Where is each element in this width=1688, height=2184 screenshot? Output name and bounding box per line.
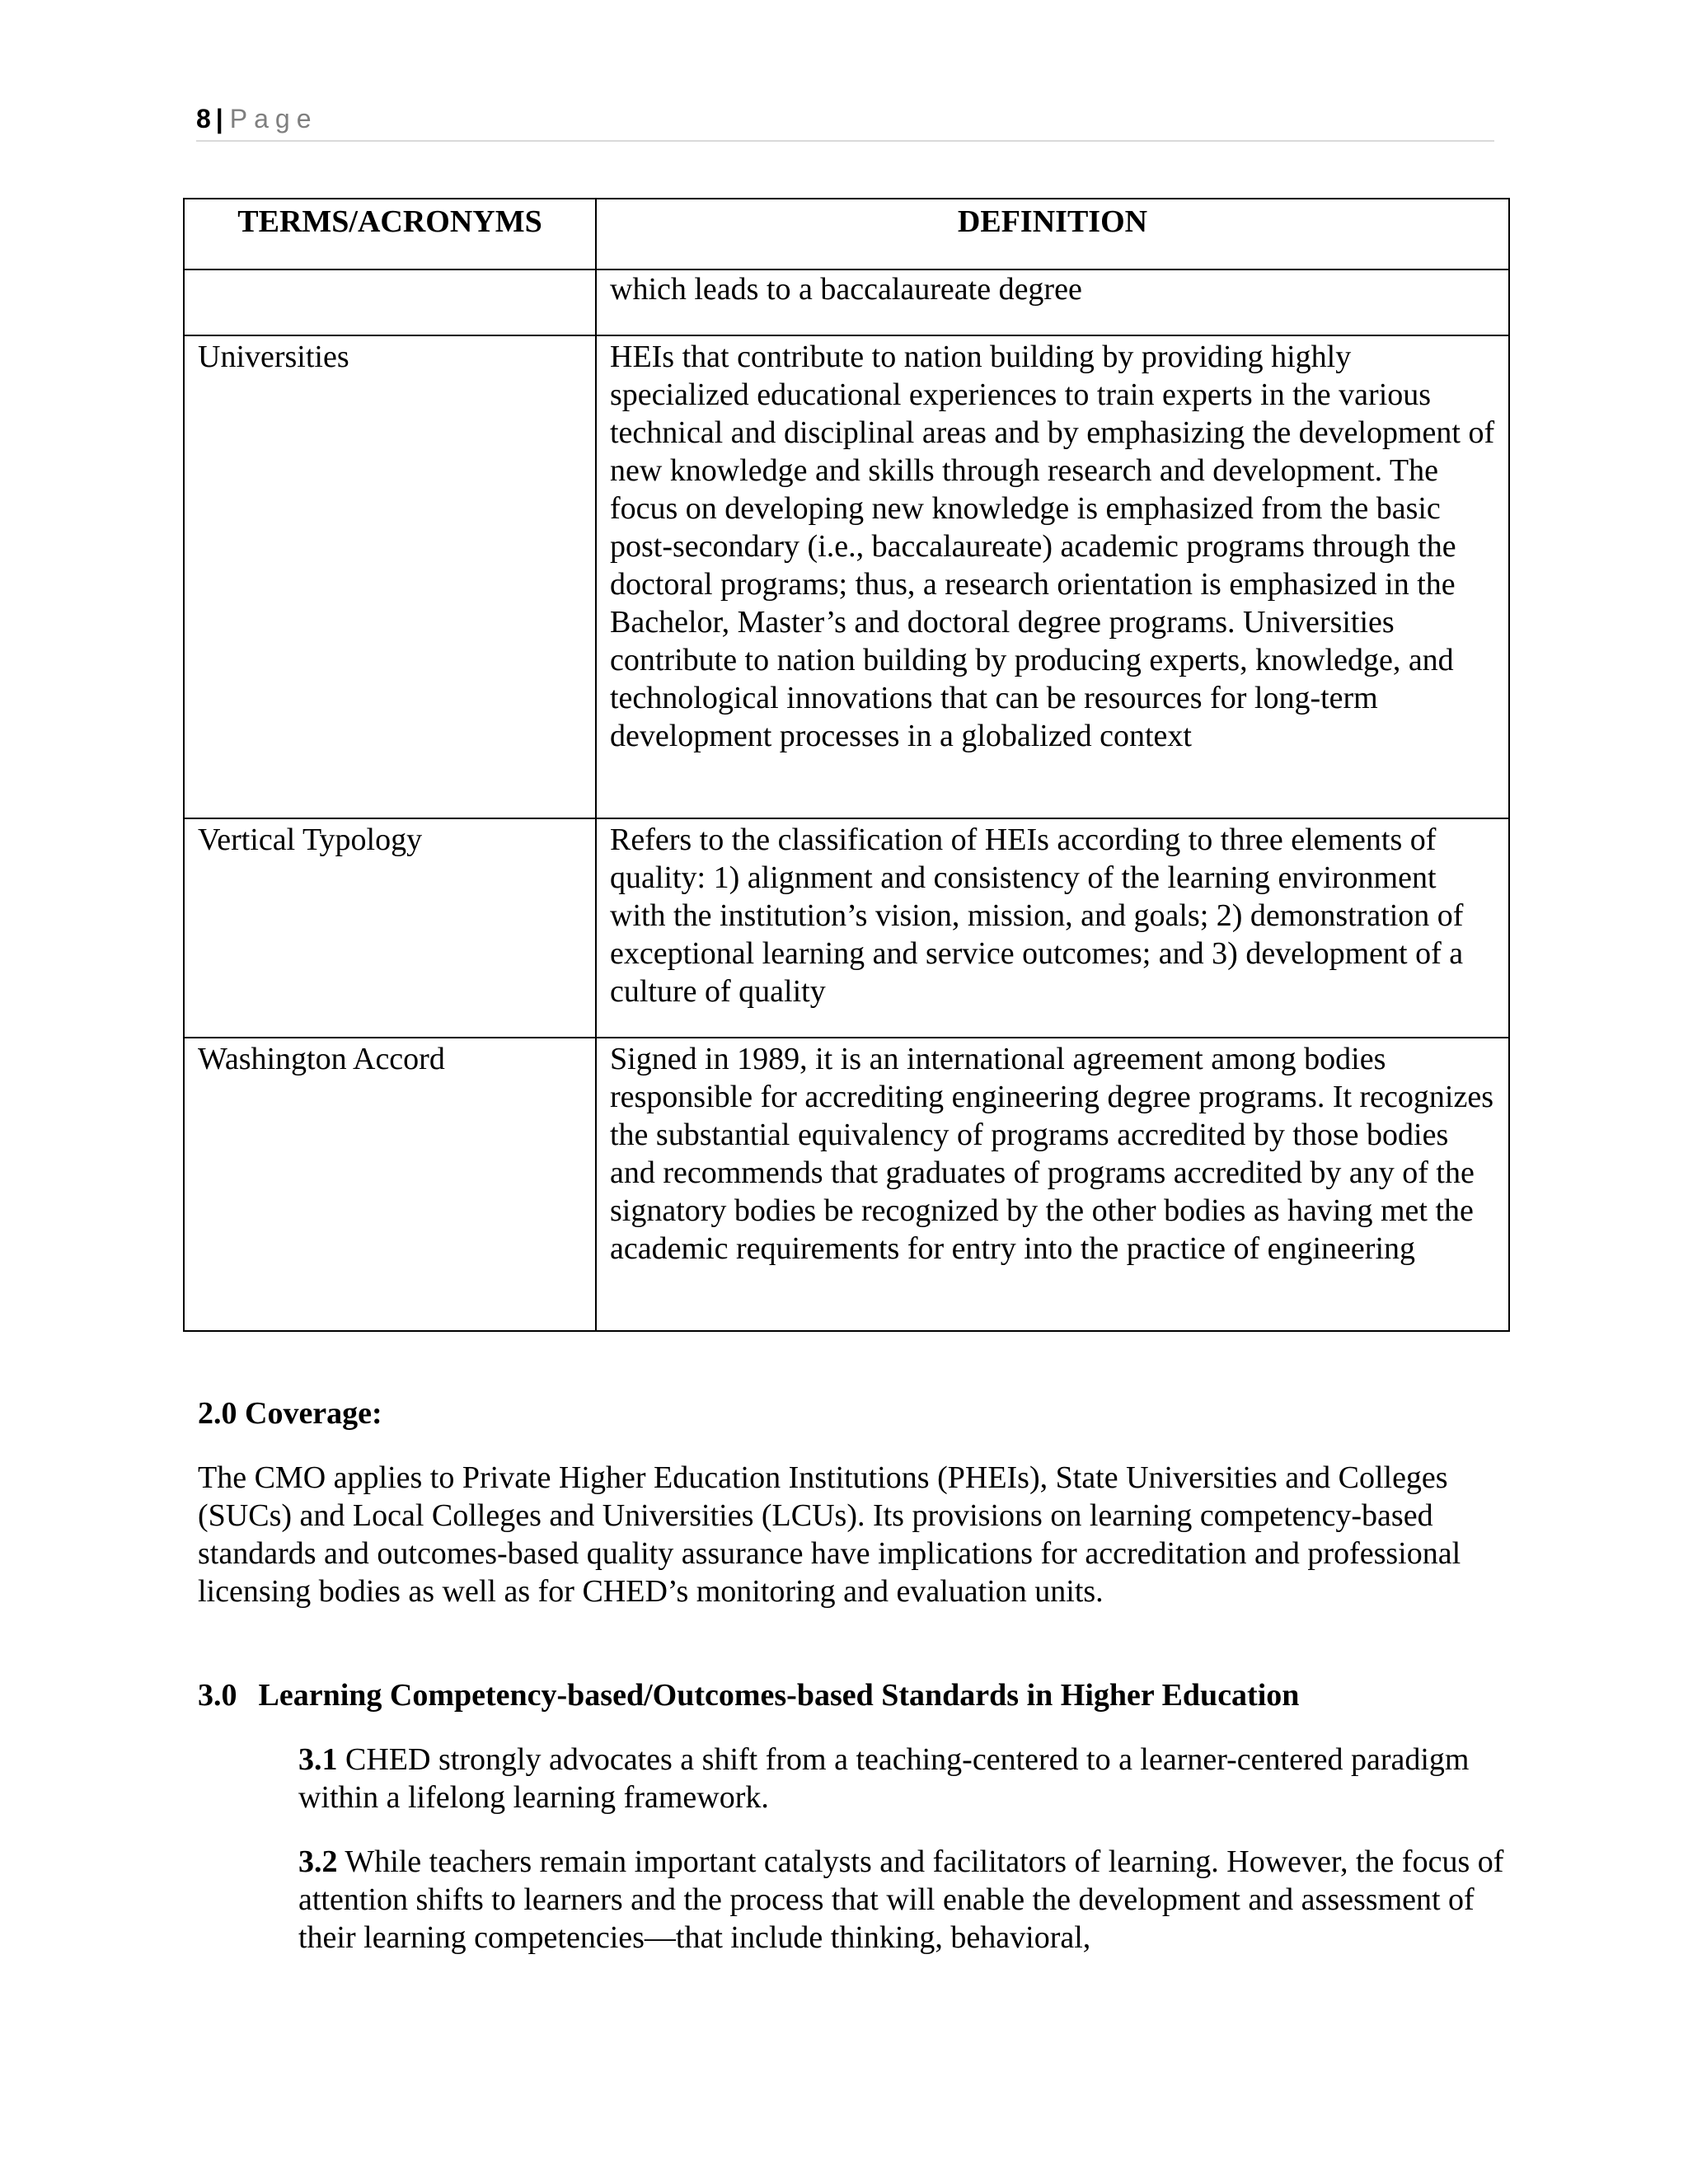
col-header-definition: DEFINITION bbox=[596, 199, 1509, 269]
definition-cell: HEIs that contribute to nation building by providing highly specialized educational experiences to train experts in the various technical and disciplinal areas and by emphasizing the development of new knowledge and skills through research and development. The focus on developing new knowledge is emphasized from the basic post-secondary (i.e., baccalaureate) academic programs through the doctoral programs; thus, a research orientation is emphasized in the Bachelor, Master’s and doctoral degree programs. Universities contribute to nation building by producing experts, knowledge, and technological innovations that can be resources for long-term development processes in a globalized context bbox=[596, 335, 1509, 818]
table-row bbox=[184, 818, 1509, 1038]
term-cell bbox=[184, 269, 596, 335]
item-text: While teachers remain important catalysts and facilitators of learning. However, the focus of attention shifts to learners and the process that will enable the development and assessment of their learning competencies—that include thinking, behavioral, bbox=[298, 1844, 1504, 1955]
page-word: Page bbox=[229, 104, 318, 134]
page-separator: | bbox=[215, 104, 223, 134]
page-number: 8 bbox=[196, 104, 211, 134]
col-header-terms: TERMS/ACRONYMS bbox=[184, 199, 596, 269]
definition-cell: Signed in 1989, it is an international agreement among bodies responsible for accrediting engineering degree programs. It recognizes the substantial equivalency of programs accredited by those bodies and recommends that graduates of programs accredited by any of the signatory bodies be recognized by the other bodies as having met the academic requirements for entry into the practice of engineering bbox=[596, 1038, 1509, 1331]
list-item bbox=[298, 1741, 1510, 1816]
term-cell: Universities bbox=[184, 335, 596, 818]
definition-cell: which leads to a baccalaureate degree bbox=[596, 269, 1509, 335]
table-row bbox=[184, 269, 1509, 335]
term-cell: Washington Accord bbox=[184, 1038, 596, 1331]
coverage-title: 2.0 Coverage: bbox=[198, 1396, 382, 1431]
term-cell: Vertical Typology bbox=[184, 818, 596, 1038]
section3-number: 3.0 bbox=[198, 1678, 237, 1713]
table-row bbox=[184, 1038, 1509, 1331]
table-header-row bbox=[184, 199, 1509, 269]
definition-cell: Refers to the classification of HEIs according to three elements of quality: 1) alignment and consistency of the learning environment with the institution’s vision, mission, and goals; 2) demonstration of exceptional learning and service outcomes; and 3) development of a culture of quality bbox=[596, 818, 1509, 1038]
section3-title: Learning Competency-based/Outcomes-based Standards in Higher Education bbox=[258, 1678, 1300, 1713]
item-number: 3.1 bbox=[298, 1742, 338, 1777]
terms-table bbox=[183, 198, 1510, 1332]
item-number: 3.2 bbox=[298, 1844, 338, 1879]
list-item bbox=[298, 1843, 1510, 1957]
page-header bbox=[196, 97, 1494, 142]
section3-heading bbox=[198, 1676, 1299, 1714]
table-row bbox=[184, 335, 1509, 818]
item-text: CHED strongly advocates a shift from a teaching-centered to a learner-centered paradigm within a lifelong learning framework. bbox=[298, 1742, 1470, 1815]
coverage-body: The CMO applies to Private Higher Education Institutions (PHEIs), State Universities and Colleges (SUCs) and Local Colleges and Universities (LCUs). Its provisions on learning competency-based standards and outcomes-based quality assurance have implications for accreditation and professional licensing bodies as well as for CHED’s monitoring and evaluation units. bbox=[198, 1460, 1461, 1609]
